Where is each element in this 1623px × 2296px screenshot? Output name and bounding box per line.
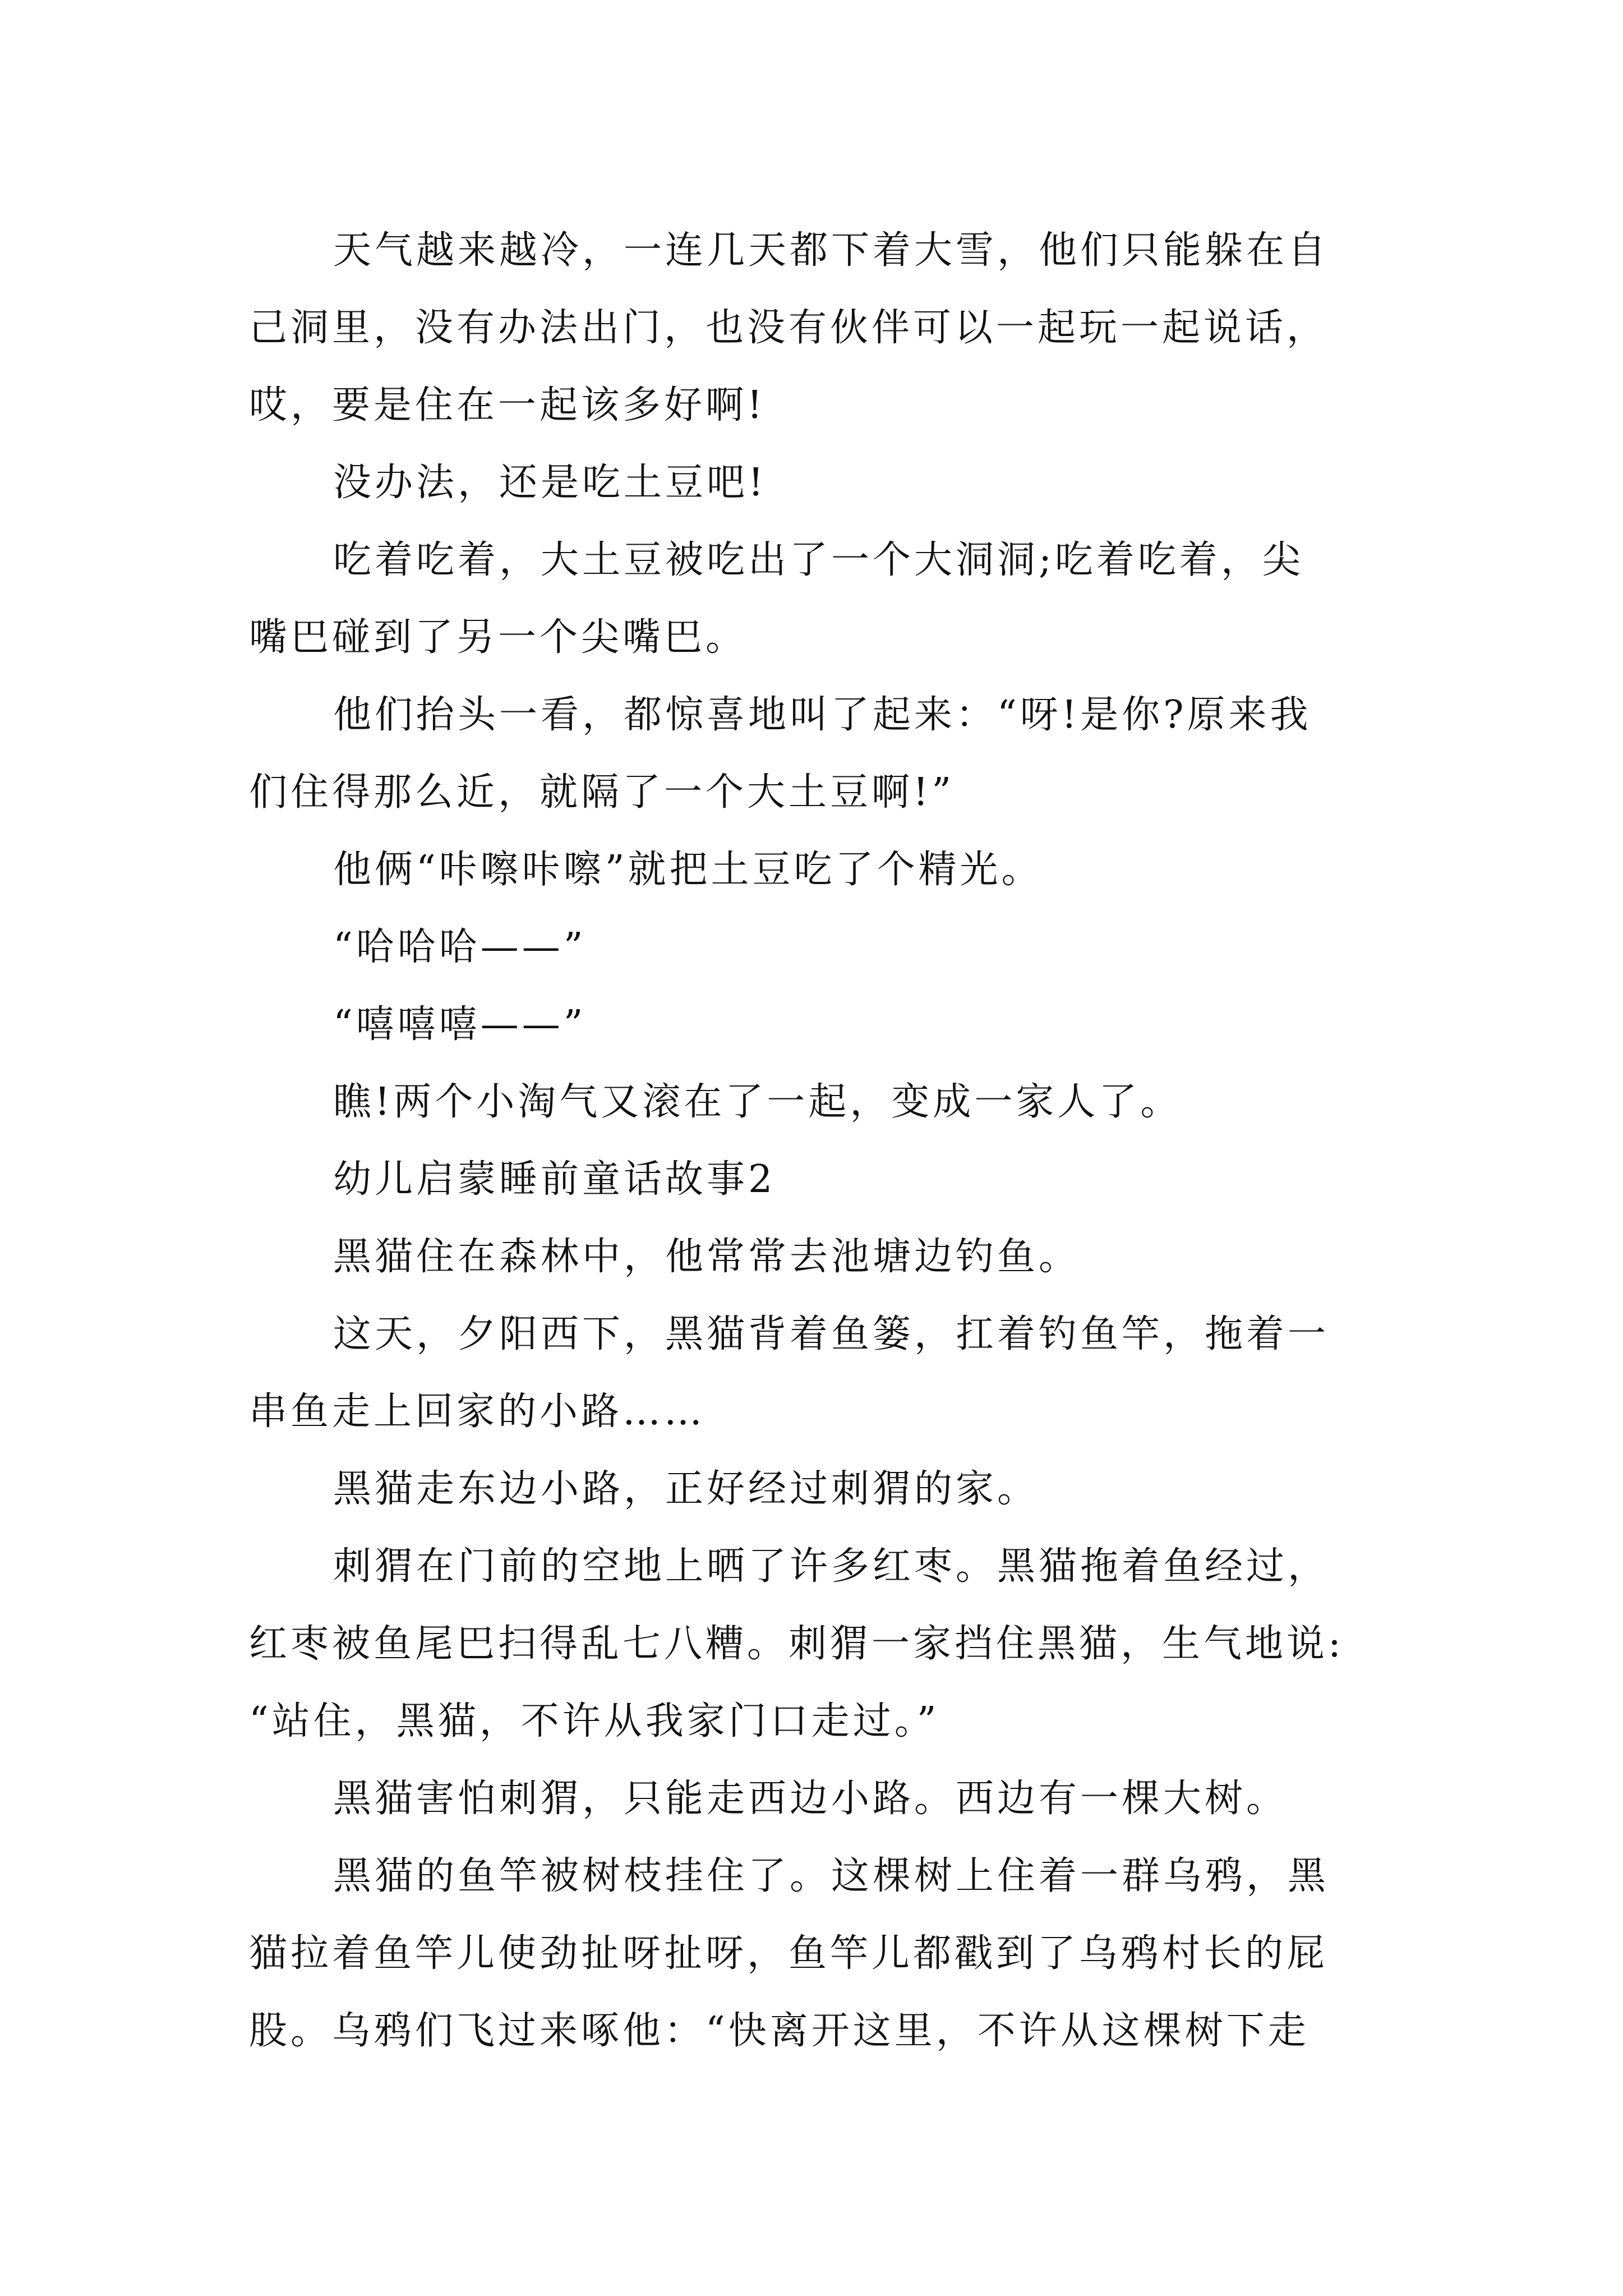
text-line: 嘴巴碰到了另一个尖嘴巴。 (249, 615, 748, 660)
text-line: 刺猬在门前的空地上晒了许多红枣。黑猫拖着鱼经过， (333, 1544, 1330, 1589)
text-line: 己洞里，没有办法出门，也没有伙伴可以一起玩一起说话， (249, 306, 1329, 350)
text-line: 天气越来越冷，一连几天都下着大雪，他们只能躲在自 (333, 228, 1330, 273)
story-text-body (249, 212, 1374, 2070)
text-line: 吃着吃着，大土豆被吃出了一个大洞洞;吃着吃着，尖 (333, 538, 1304, 582)
text-line: 哎，要是住在一起该多好啊! (249, 383, 766, 427)
text-line: 这天，夕阳西下，黑猫背着鱼篓，扛着钓鱼竿，拖着一 (333, 1312, 1330, 1356)
text-line: 黑猫的鱼竿被树枝挂住了。这棵树上住着一群乌鸦，黑 (333, 1854, 1330, 1898)
text-line: “站住，黑猫，不许从我家门口走过。” (249, 1699, 940, 1743)
text-line: 猫拉着鱼竿儿使劲扯呀扯呀，鱼竿儿都戳到了乌鸦村长的屁 (249, 1931, 1329, 1976)
text-line: 没办法，还是吃土豆吧! (333, 461, 767, 505)
text-line: 们住得那么近，就隔了一个大土豆啊!” (249, 770, 955, 815)
text-line: 黑猫害怕刺猬，只能走西边小路。西边有一棵大树。 (333, 1777, 1288, 1821)
text-line: 瞧!两个小淘气又滚在了一起，变成一家人了。 (333, 1080, 1182, 1124)
text-line: 串鱼走上回家的小路…… (249, 1389, 706, 1434)
text-line: “嘻嘻嘻——” (333, 1002, 587, 1047)
text-line: “哈哈哈——” (333, 925, 587, 969)
text-line: 黑猫走东边小路，正好经过刺猬的家。 (333, 1467, 1039, 1511)
text-line: 股。乌鸦们飞过来啄他：“快离开这里，不许从这棵树下走 (249, 2009, 1310, 2053)
section-heading: 幼儿启蒙睡前童话故事2 (333, 1157, 776, 1202)
text-line: 红枣被鱼尾巴扫得乱七八糟。刺猬一家挡住黑猫，生气地说: (249, 1622, 1344, 1666)
text-line: 黑猫住在森林中，他常常去池塘边钓鱼。 (333, 1235, 1081, 1279)
text-line: 他俩“咔嚓咔嚓”就把土豆吃了个精光。 (333, 848, 1043, 892)
text-line: 他们抬头一看，都惊喜地叫了起来：“呀!是你?原来我 (333, 693, 1312, 737)
